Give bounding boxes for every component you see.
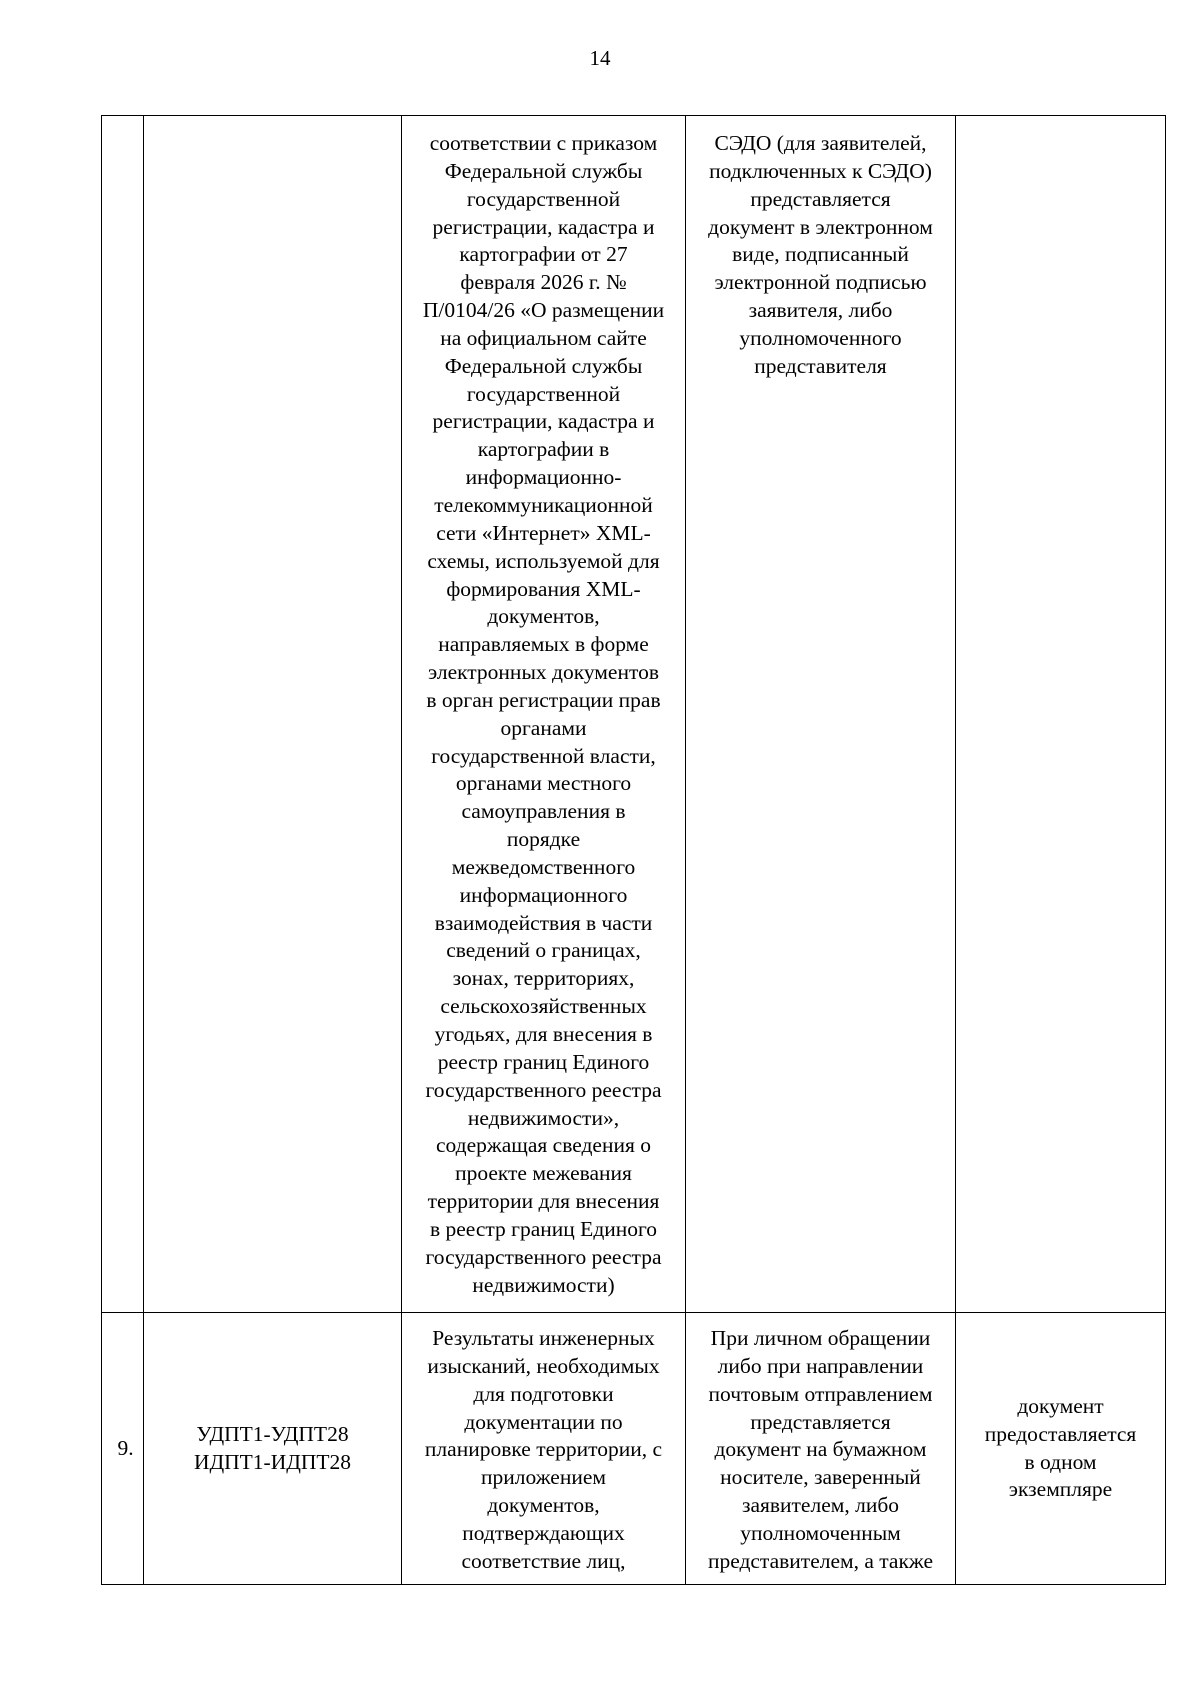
row-number-cell	[102, 116, 144, 1313]
codes-cell	[144, 1313, 402, 1585]
count-cell	[956, 116, 1166, 1313]
document-codes: УДПТ1-УДПТ28 ИДПТ1-ИДПТ28	[193, 1421, 352, 1474]
page-number: 14	[589, 46, 611, 70]
row-number: 9.	[117, 1435, 134, 1460]
submission-method: При личном обращении либо при направлении почтовым отправлением представляется документ на бумажном носителе, заверенный заявителем, либо уполномоченным представителем, а также	[707, 1326, 934, 1573]
table-row	[102, 116, 1166, 1313]
document-cell	[402, 1313, 686, 1585]
copies-count: документ предоставляется в одном экземпляре	[984, 1393, 1137, 1502]
copies-count	[956, 116, 1165, 130]
row-number-cell	[102, 1313, 144, 1585]
document-description: Результаты инженерных изысканий, необходимых для подготовки документации по планировке территории, с приложением документов, подтверждающих соответствие лиц,	[424, 1326, 663, 1573]
document-codes	[144, 116, 401, 130]
document-description: соответствии с приказом Федеральной службы государственной регистрации, кадастра и картографии от 27 февраля 2026 г. № П/0104/26 «О размещении на официальном сайте Федеральной службы государственной регистрации, кадастра и картографии в информационно- телекоммуникационной сети «Интернет» XML- схемы, используемой для формирования XML- документов, направляемых в форме электронных документов в орган регистрации прав органами государственной власти, органами местного самоуправления в порядке межведомственного информационного взаимодействия в части сведений о границах, зонах, территориях, сельскохозяйственных угодьях, для внесения в реестр границ Единого государственного реестра недвижимости», содержащая сведения о проекте межевания территории для внесения в реестр границ Единого государственного реестра недвижимости)	[422, 131, 665, 1297]
method-cell	[686, 1313, 956, 1585]
table-row	[102, 1313, 1166, 1585]
submission-method: СЭДО (для заявителей, подключенных к СЭДО) представляется документ в электронном виде, подписанный электронной подписью заявителя, либо уполномоченного представителя	[708, 131, 933, 378]
method-cell	[686, 116, 956, 1313]
count-cell	[956, 1313, 1166, 1585]
requirements-table	[101, 115, 1166, 1585]
document-cell	[402, 116, 686, 1313]
codes-cell	[144, 116, 402, 1313]
row-number	[102, 116, 143, 130]
